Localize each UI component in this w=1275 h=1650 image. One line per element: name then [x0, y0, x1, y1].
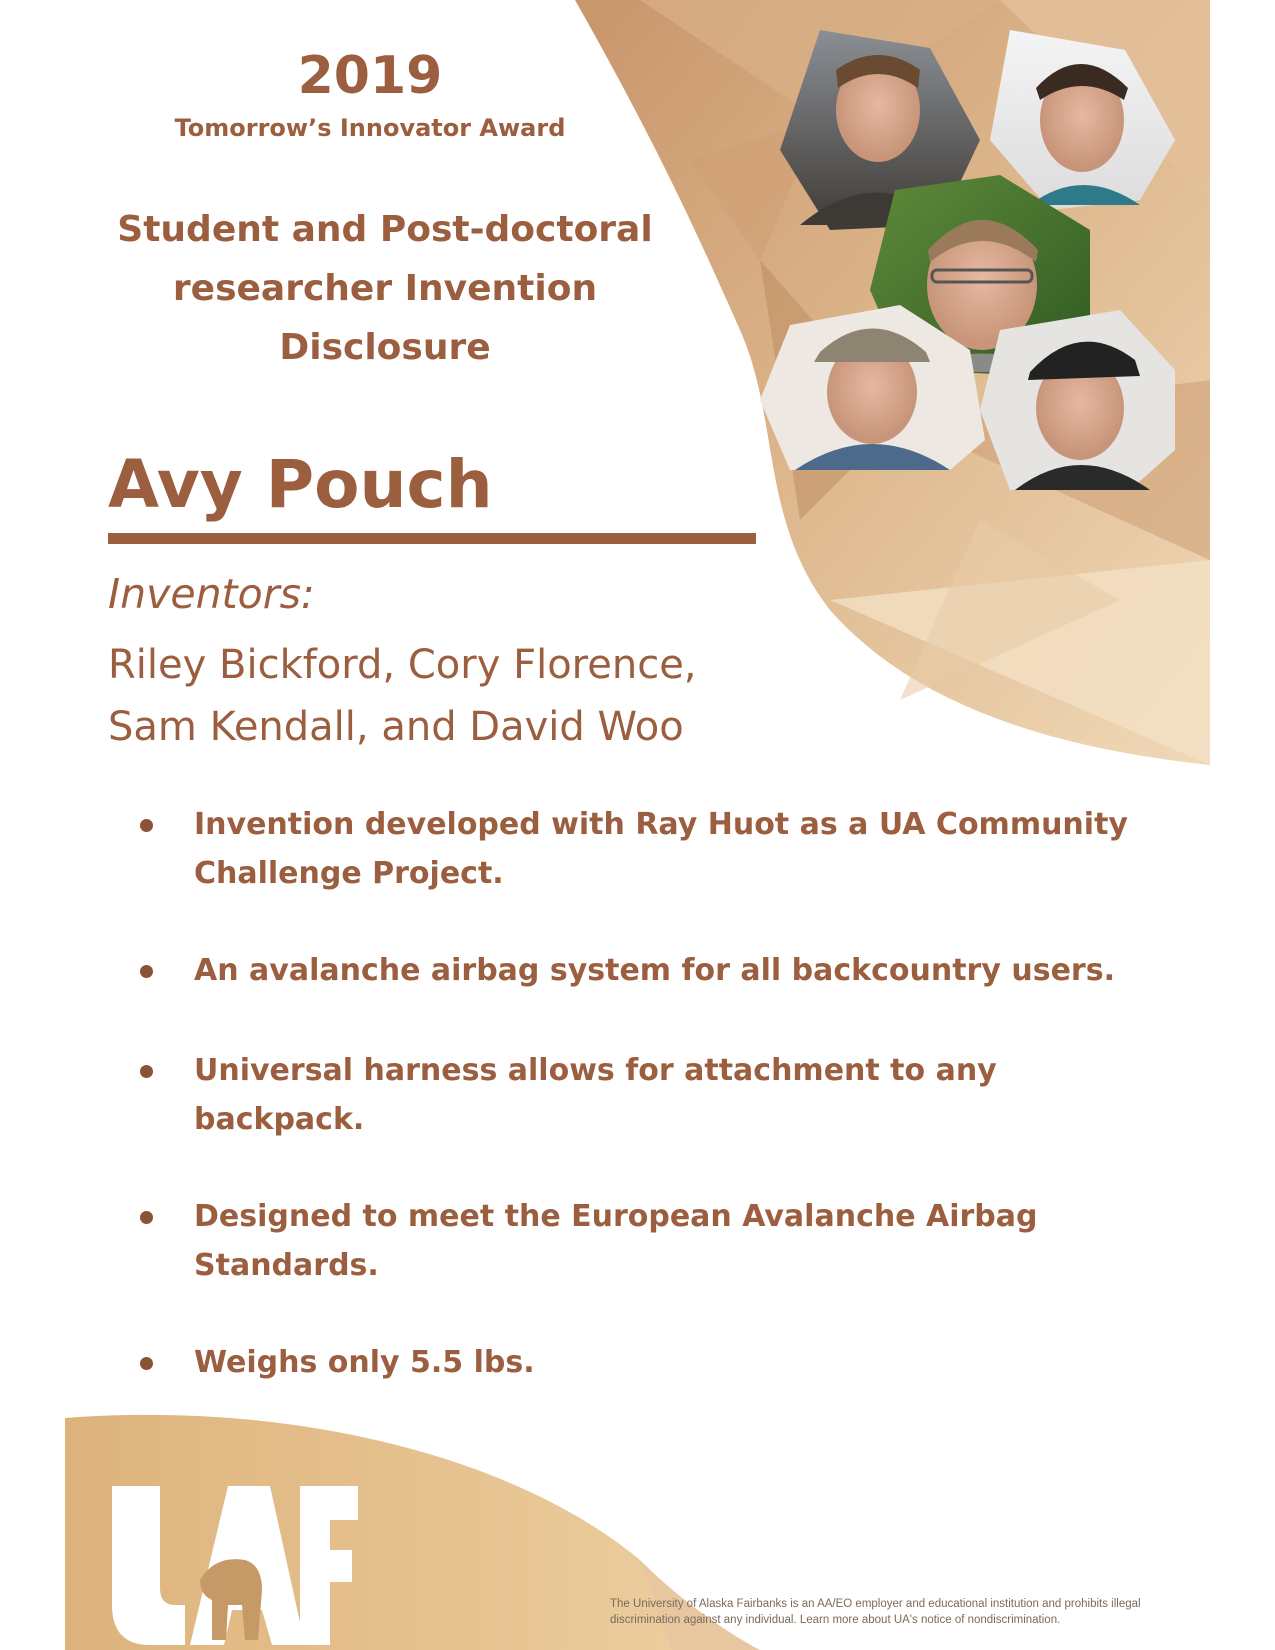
title-divider	[108, 533, 756, 544]
portrait-photo	[980, 310, 1175, 490]
list-item-text: Designed to meet the European Avalanche Airbag Standards.	[194, 1199, 1038, 1283]
inventors-list	[108, 634, 808, 758]
award-title: Tomorrow’s Innovator Award	[174, 114, 566, 142]
bullet-icon	[140, 819, 153, 832]
list-item-text: Universal harness allows for attachment to any backpack.	[194, 1053, 997, 1137]
invention-name: Avy Pouch	[108, 446, 493, 523]
category-line: Disclosure	[279, 327, 491, 368]
nondiscrimination-notice: The University of Alaska Fairbanks is an AA/EO employer and educational institution and prohibits illegal discrimination against any individual. Learn more about UA's notice of nondiscrimination.	[610, 1598, 1141, 1626]
portrait-photo	[990, 30, 1175, 210]
category-heading	[95, 200, 675, 377]
trademark-mark: ™	[322, 1598, 332, 1609]
inventors-line: Riley Bickford, Cory Florence,	[108, 642, 697, 688]
category-line: Student and Post-doctoral	[117, 209, 653, 250]
inventors-label: Inventors:	[108, 570, 315, 618]
bullet-icon	[140, 1357, 153, 1370]
list-item-text: Weighs only 5.5 lbs.	[194, 1345, 535, 1380]
bullet-icon	[140, 965, 153, 978]
award-year: 2019	[297, 46, 443, 106]
category-line: researcher Invention	[172, 268, 598, 309]
list-item-text: An avalanche airbag system for all backcountry users.	[194, 953, 1115, 988]
bullet-icon	[140, 1065, 153, 1078]
uaf-logo	[112, 1486, 358, 1645]
bullet-icon	[140, 1211, 153, 1224]
inventors-line: Sam Kendall, and David Woo	[108, 704, 684, 750]
list-item-text: Invention developed with Ray Huot as a UA Community Challenge Project.	[194, 807, 1128, 891]
